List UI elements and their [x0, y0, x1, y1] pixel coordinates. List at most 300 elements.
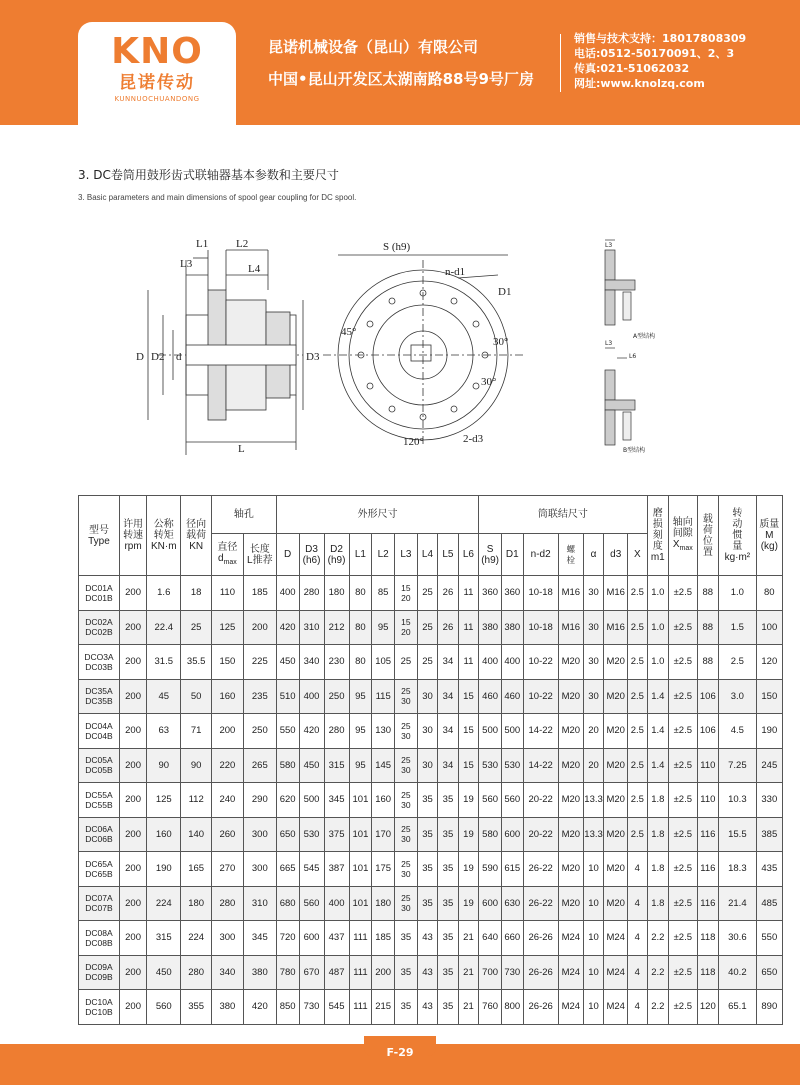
cell-d3: 500 [299, 783, 324, 818]
cell-l1: 101 [349, 852, 372, 887]
cell-inertia: 30.6 [719, 921, 757, 956]
cell-inertia: 2.5 [719, 645, 757, 680]
cell-rpm: 200 [119, 679, 146, 714]
cell-inertia: 65.1 [719, 990, 757, 1025]
cell-nd2: 26-26 [523, 990, 558, 1025]
contact-website: 网址:www.knolzq.com [574, 77, 705, 90]
th-outer-dims: 外形尺寸 [276, 496, 478, 534]
th-spool-dims: 筒联结尺寸 [479, 496, 647, 534]
cell-l2: 185 [372, 921, 395, 956]
cell-gap: ±2.5 [669, 886, 697, 921]
cell-d1: 560 [501, 783, 523, 818]
cell-pos: 118 [697, 955, 719, 990]
cell-l1: 101 [349, 783, 372, 818]
cell-l: 235 [243, 679, 276, 714]
cell-s: 360 [479, 576, 502, 611]
table-row [79, 610, 783, 645]
th-D1: D1 [501, 534, 523, 576]
cell-l5: 35 [438, 921, 458, 956]
cell-bolt: M24 [558, 955, 583, 990]
cell-gap: ±2.5 [669, 714, 697, 749]
cell-s: 400 [479, 645, 502, 680]
th-mass: 质量 M (kg) [756, 496, 782, 576]
cell-d3: M24 [604, 921, 628, 956]
th-L3: L3 [395, 534, 418, 576]
th-load-pos: 载 荷 位 置 [697, 496, 719, 576]
cell-d3: M24 [604, 955, 628, 990]
cell-l2: 200 [372, 955, 395, 990]
table-row [79, 679, 783, 714]
table-row [79, 886, 783, 921]
detail-label-L3-b: L3 [605, 340, 613, 347]
cell-nd2: 10-18 [523, 576, 558, 611]
cell-type: DC04A DC04B [79, 714, 120, 749]
cell-d2: 345 [324, 783, 349, 818]
cell-l: 265 [243, 748, 276, 783]
cell-l3: 25 30 [395, 783, 418, 818]
cell-s: 700 [479, 955, 502, 990]
cell-pos: 88 [697, 610, 719, 645]
cell-d1: 730 [501, 955, 523, 990]
cell-d1: 615 [501, 852, 523, 887]
th-type: 型号 Type [79, 496, 120, 576]
cell-l3: 25 30 [395, 852, 418, 887]
cell-l5: 35 [438, 852, 458, 887]
cell-gap: ±2.5 [669, 817, 697, 852]
cell-d3: M16 [604, 610, 628, 645]
detail-label-L3-a: L3 [605, 242, 613, 249]
cell-rpm: 200 [119, 610, 146, 645]
cell-d2: 487 [324, 955, 349, 990]
cell-l4: 25 [417, 610, 437, 645]
cell-l2: 170 [372, 817, 395, 852]
spec-table-body [79, 576, 783, 1025]
cell-s: 530 [479, 748, 502, 783]
cell-nd2: 14-22 [523, 714, 558, 749]
cell-kn: 280 [181, 955, 212, 990]
th-L1: L1 [349, 534, 372, 576]
cell-d3: M20 [604, 714, 628, 749]
cell-d2: 387 [324, 852, 349, 887]
cell-l4: 43 [417, 921, 437, 956]
contact-fax: 传真:021-51062032 [574, 62, 690, 75]
cell-l1: 111 [349, 955, 372, 990]
cell-d2: 230 [324, 645, 349, 680]
cell-alpha: 10 [583, 921, 603, 956]
cell-l5: 35 [438, 886, 458, 921]
cell-rpm: 200 [119, 817, 146, 852]
cell-l5: 34 [438, 679, 458, 714]
cell-alpha: 30 [583, 610, 603, 645]
cell-l6: 19 [458, 817, 479, 852]
cell-l6: 11 [458, 645, 479, 680]
cell-l6: 21 [458, 921, 479, 956]
cell-l5: 35 [438, 955, 458, 990]
cell-d: 850 [276, 990, 299, 1025]
cell-mass: 550 [756, 921, 782, 956]
label-L1: L1 [196, 238, 209, 250]
cell-d: 380 [212, 990, 244, 1025]
cell-l4: 30 [417, 748, 437, 783]
cell-l1: 95 [349, 679, 372, 714]
cell-nd2: 26-26 [523, 955, 558, 990]
cell-l4: 35 [417, 783, 437, 818]
cell-alpha: 10 [583, 852, 603, 887]
cell-torque: 31.5 [147, 645, 181, 680]
cell-inertia: 21.4 [719, 886, 757, 921]
cell-l: 300 [243, 817, 276, 852]
cell-inertia: 1.0 [719, 576, 757, 611]
cell-l: 345 [243, 921, 276, 956]
contact-info [574, 31, 746, 91]
cell-kn: 50 [181, 679, 212, 714]
label-45deg: 45° [341, 326, 357, 338]
cell-m1: 2.2 [647, 990, 669, 1025]
cell-d: 680 [276, 886, 299, 921]
cell-d: 650 [276, 817, 299, 852]
cell-m1: 1.0 [647, 610, 669, 645]
cell-d3: 310 [299, 610, 324, 645]
cell-inertia: 4.5 [719, 714, 757, 749]
th-D2: D2 (h9) [324, 534, 349, 576]
cell-d: 340 [212, 955, 244, 990]
cell-pos: 116 [697, 817, 719, 852]
detail-label-typeA: A型结构 [633, 333, 656, 340]
th-length: 长度 L推荐 [243, 534, 276, 576]
th-nd2: n-d2 [523, 534, 558, 576]
cell-d1: 630 [501, 886, 523, 921]
cell-l2: 215 [372, 990, 395, 1025]
cell-l1: 95 [349, 714, 372, 749]
cell-gap: ±2.5 [669, 748, 697, 783]
cell-l5: 34 [438, 748, 458, 783]
cell-alpha: 13.3 [583, 783, 603, 818]
cell-gap: ±2.5 [669, 921, 697, 956]
cell-l1: 80 [349, 645, 372, 680]
cell-gap: ±2.5 [669, 783, 697, 818]
cell-rpm: 200 [119, 714, 146, 749]
th-X: X [628, 534, 647, 576]
cell-s: 500 [479, 714, 502, 749]
cell-s: 760 [479, 990, 502, 1025]
cell-d: 260 [212, 817, 244, 852]
cell-x: 2.5 [628, 576, 647, 611]
cell-torque: 560 [147, 990, 181, 1025]
cell-l6: 15 [458, 679, 479, 714]
cell-l3: 25 30 [395, 679, 418, 714]
th-radial: 径向 载荷 KN [181, 496, 212, 576]
cell-torque: 63 [147, 714, 181, 749]
cell-rpm: 200 [119, 921, 146, 956]
cell-d: 420 [276, 610, 299, 645]
detail-label-typeB: B型结构 [623, 447, 646, 454]
cell-d3: 530 [299, 817, 324, 852]
cell-bolt: M20 [558, 748, 583, 783]
th-gap: 轴向 间隙 $X_{max}$ [669, 496, 697, 576]
cell-bolt: M20 [558, 645, 583, 680]
cell-rpm: 200 [119, 645, 146, 680]
type-detail-drawings [593, 230, 678, 460]
cell-d: 550 [276, 714, 299, 749]
table-row [79, 714, 783, 749]
label-L: L [238, 443, 245, 455]
cell-d1: 400 [501, 645, 523, 680]
cell-x: 4 [628, 990, 647, 1025]
cell-mass: 80 [756, 576, 782, 611]
label-2d3: 2-d3 [463, 433, 484, 445]
cell-s: 580 [479, 817, 502, 852]
table-row [79, 990, 783, 1025]
page-header [0, 0, 800, 125]
cell-l4: 25 [417, 576, 437, 611]
cell-d2: 375 [324, 817, 349, 852]
cell-l4: 43 [417, 955, 437, 990]
cell-l2: 160 [372, 783, 395, 818]
cell-mass: 330 [756, 783, 782, 818]
cell-d3: 340 [299, 645, 324, 680]
cell-inertia: 1.5 [719, 610, 757, 645]
th-L6: L6 [458, 534, 479, 576]
company-logo [78, 22, 236, 125]
cell-l4: 25 [417, 645, 437, 680]
th-D3: D3 (h6) [299, 534, 324, 576]
cell-d2: 315 [324, 748, 349, 783]
cell-l3: 25 30 [395, 748, 418, 783]
cell-l3: 15 20 [395, 610, 418, 645]
cell-kn: 90 [181, 748, 212, 783]
cell-d: 300 [212, 921, 244, 956]
cell-d3: M20 [604, 886, 628, 921]
cell-d: 110 [212, 576, 244, 611]
cell-l: 200 [243, 610, 276, 645]
label-S: S (h9) [383, 241, 411, 253]
cell-l5: 34 [438, 714, 458, 749]
cell-bolt: M24 [558, 921, 583, 956]
cell-type: DC07A DC07B [79, 886, 120, 921]
th-L2: L2 [372, 534, 395, 576]
cell-bolt: M20 [558, 886, 583, 921]
cell-d: 270 [212, 852, 244, 887]
cell-torque: 160 [147, 817, 181, 852]
cell-d: 450 [276, 645, 299, 680]
cell-bolt: M20 [558, 714, 583, 749]
cell-alpha: 10 [583, 886, 603, 921]
cell-l2: 180 [372, 886, 395, 921]
company-name: 昆诺机械设备（昆山）有限公司 [268, 38, 479, 56]
cell-mass: 435 [756, 852, 782, 887]
cell-d1: 800 [501, 990, 523, 1025]
cell-gap: ±2.5 [669, 955, 697, 990]
cell-kn: 35.5 [181, 645, 212, 680]
th-wear: 磨 损 刻 度 m1 [647, 496, 669, 576]
label-D: D [136, 351, 144, 363]
cell-d1: 500 [501, 714, 523, 749]
cell-mass: 245 [756, 748, 782, 783]
cell-l3: 15 20 [395, 576, 418, 611]
cell-l3: 25 [395, 645, 418, 680]
cell-rpm: 200 [119, 852, 146, 887]
cell-l2: 145 [372, 748, 395, 783]
section-title-cn: 3. DC卷筒用鼓形齿式联轴器基本参数和主要尺寸 [78, 168, 339, 182]
cell-d: 200 [212, 714, 244, 749]
cell-nd2: 10-22 [523, 679, 558, 714]
cell-nd2: 10-22 [523, 645, 558, 680]
cell-d3: 280 [299, 576, 324, 611]
cell-torque: 450 [147, 955, 181, 990]
cell-l3: 35 [395, 921, 418, 956]
cell-l6: 21 [458, 955, 479, 990]
cell-d3: 670 [299, 955, 324, 990]
cell-l: 250 [243, 714, 276, 749]
table-row [79, 817, 783, 852]
cell-type: DC06A DC06B [79, 817, 120, 852]
cell-m1: 2.2 [647, 955, 669, 990]
technical-drawings [118, 230, 678, 460]
cell-nd2: 26-22 [523, 852, 558, 887]
label-L2: L2 [236, 238, 249, 250]
company-address: 中国•昆山开发区太湖南路88号9号厂房 [268, 70, 534, 88]
cell-mass: 150 [756, 679, 782, 714]
cell-torque: 190 [147, 852, 181, 887]
cell-bolt: M20 [558, 783, 583, 818]
cell-d: 220 [212, 748, 244, 783]
cell-d1: 360 [501, 576, 523, 611]
cell-d: 160 [212, 679, 244, 714]
cell-mass: 100 [756, 610, 782, 645]
cell-m1: 1.0 [647, 645, 669, 680]
cell-pos: 88 [697, 576, 719, 611]
cell-l6: 15 [458, 714, 479, 749]
cell-l1: 101 [349, 886, 372, 921]
cell-l4: 30 [417, 714, 437, 749]
cell-d: 150 [212, 645, 244, 680]
cell-m1: 2.2 [647, 921, 669, 956]
cell-kn: 140 [181, 817, 212, 852]
cell-alpha: 10 [583, 990, 603, 1025]
cell-alpha: 13.3 [583, 817, 603, 852]
cell-rpm: 200 [119, 955, 146, 990]
cell-pos: 106 [697, 714, 719, 749]
cell-kn: 18 [181, 576, 212, 611]
cell-nd2: 20-22 [523, 817, 558, 852]
logo-english-name: KUNNUOCHUANDONG [114, 95, 200, 103]
cell-mass: 485 [756, 886, 782, 921]
cell-l: 380 [243, 955, 276, 990]
cell-d2: 545 [324, 990, 349, 1025]
cell-d3: M24 [604, 990, 628, 1025]
cell-pos: 110 [697, 783, 719, 818]
cell-l: 420 [243, 990, 276, 1025]
cell-gap: ±2.5 [669, 645, 697, 680]
cell-rpm: 200 [119, 783, 146, 818]
cell-type: DC10A DC10B [79, 990, 120, 1025]
cell-d2: 400 [324, 886, 349, 921]
cell-x: 2.5 [628, 679, 647, 714]
cell-l6: 19 [458, 783, 479, 818]
cell-l: 300 [243, 852, 276, 887]
cell-l5: 26 [438, 610, 458, 645]
cell-l2: 95 [372, 610, 395, 645]
cell-d: 780 [276, 955, 299, 990]
th-torque: 公称 转矩 KN·m [147, 496, 181, 576]
cell-kn: 112 [181, 783, 212, 818]
table-row [79, 576, 783, 611]
front-view-drawing [323, 230, 533, 460]
th-diameter: 直径 $d_{max}$ [212, 534, 244, 576]
cell-s: 590 [479, 852, 502, 887]
cell-s: 460 [479, 679, 502, 714]
cell-l4: 43 [417, 990, 437, 1025]
table-row [79, 921, 783, 956]
cell-d: 510 [276, 679, 299, 714]
cell-x: 2.5 [628, 714, 647, 749]
cell-l2: 115 [372, 679, 395, 714]
cell-l4: 30 [417, 679, 437, 714]
cell-d3: 450 [299, 748, 324, 783]
cell-gap: ±2.5 [669, 679, 697, 714]
cell-s: 380 [479, 610, 502, 645]
th-d3: d3 [604, 534, 628, 576]
cell-alpha: 20 [583, 714, 603, 749]
cell-l: 290 [243, 783, 276, 818]
cell-torque: 22.4 [147, 610, 181, 645]
cell-s: 600 [479, 886, 502, 921]
cell-torque: 90 [147, 748, 181, 783]
cell-bolt: M24 [558, 990, 583, 1025]
cell-rpm: 200 [119, 886, 146, 921]
cell-mass: 120 [756, 645, 782, 680]
cell-d3: 545 [299, 852, 324, 887]
cell-alpha: 30 [583, 679, 603, 714]
cell-kn: 71 [181, 714, 212, 749]
cell-d3: 420 [299, 714, 324, 749]
cell-inertia: 7.25 [719, 748, 757, 783]
cell-torque: 125 [147, 783, 181, 818]
contact-sales: 销售与技术支持：18017808309 [574, 32, 747, 45]
label-D2: D2 [151, 351, 165, 363]
cell-d: 720 [276, 921, 299, 956]
cell-l3: 25 30 [395, 714, 418, 749]
cell-d3: 600 [299, 921, 324, 956]
label-D3: D3 [306, 351, 320, 363]
cell-d3: 560 [299, 886, 324, 921]
cell-rpm: 200 [119, 576, 146, 611]
cell-s: 640 [479, 921, 502, 956]
cell-pos: 116 [697, 852, 719, 887]
cell-d3: 400 [299, 679, 324, 714]
cell-m1: 1.4 [647, 679, 669, 714]
th-bolt: 螺 栓 [558, 534, 583, 576]
cell-kn: 355 [181, 990, 212, 1025]
cell-inertia: 18.3 [719, 852, 757, 887]
cell-type: DC55A DC55B [79, 783, 120, 818]
cell-x: 2.5 [628, 645, 647, 680]
cell-d: 620 [276, 783, 299, 818]
cell-d3: M20 [604, 645, 628, 680]
cell-l2: 105 [372, 645, 395, 680]
cell-l6: 21 [458, 990, 479, 1025]
page-number: F-29 [386, 1046, 414, 1059]
th-L4: L4 [417, 534, 437, 576]
cell-d3: M20 [604, 783, 628, 818]
cell-l3: 35 [395, 955, 418, 990]
cell-d3: M16 [604, 576, 628, 611]
cell-pos: 110 [697, 748, 719, 783]
th-L5: L5 [438, 534, 458, 576]
label-D1: D1 [498, 286, 512, 298]
cell-d2: 280 [324, 714, 349, 749]
cell-l4: 35 [417, 886, 437, 921]
